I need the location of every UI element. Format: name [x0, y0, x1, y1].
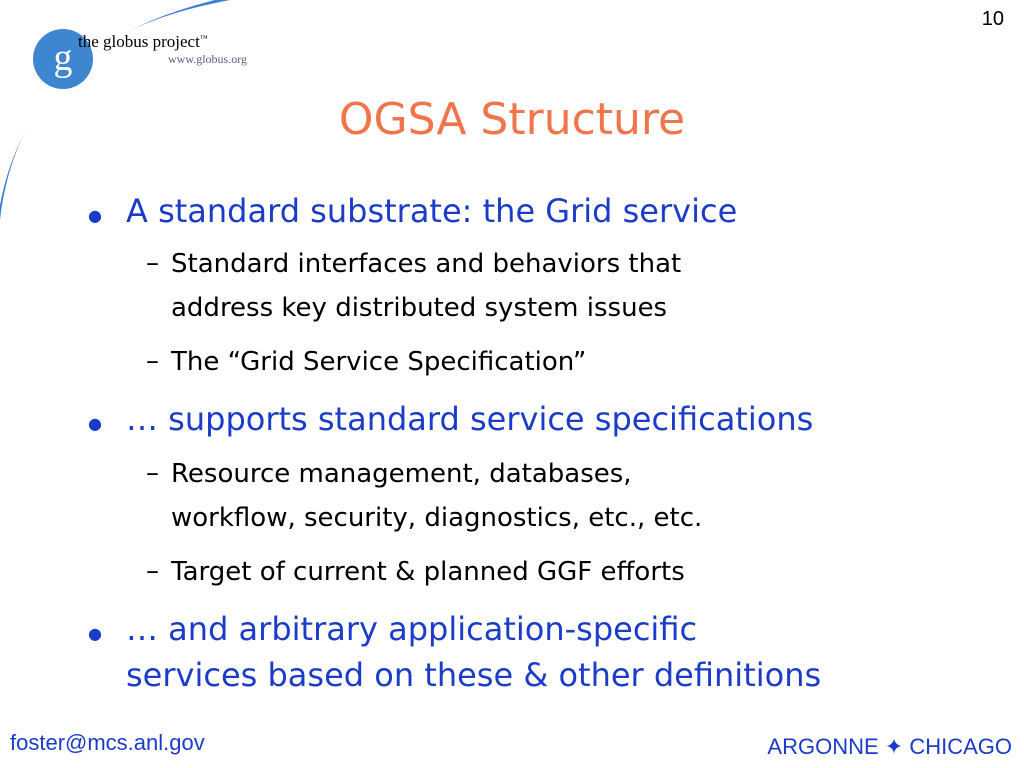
footer-email: foster@mcs.anl.gov [10, 730, 205, 755]
sub-bullet-dash: – [146, 248, 159, 278]
sub-bullet-text: address key distributed system issues [171, 293, 668, 323]
sub-bullet-dash: – [146, 458, 159, 488]
globus-logo [32, 28, 272, 98]
bullet-text: … and arbitrary application-specific [126, 610, 698, 648]
slide-title: OGSA Structure [338, 94, 686, 145]
sub-bullet-dash: – [146, 346, 159, 376]
sub-bullet-text: The “Grid Service Specification” [171, 347, 587, 377]
sub-bullet-text: Standard interfaces and behaviors that [171, 249, 682, 279]
sub-bullet-text: Resource management, databases, [171, 459, 632, 489]
logo-name-text: the globus project [78, 32, 200, 51]
svg-text:g: g [53, 37, 73, 79]
footer-affiliation: ARGONNE ✦ CHICAGO [767, 734, 1012, 759]
sub-bullet-text: workflow, security, diagnostics, etc., etc. [171, 503, 703, 533]
sub-bullet-dash: – [146, 556, 159, 586]
logo-url: www.globus.org [168, 52, 248, 66]
bullet-text: A standard substrate: the Grid service [126, 192, 738, 230]
bullet-dot: ● [88, 624, 102, 643]
logo-name [78, 32, 208, 52]
bullet-dot: ● [88, 414, 102, 433]
bullet-text: … supports standard service specifications [126, 400, 814, 438]
sub-bullet-text: Target of current & planned GGF efforts [171, 557, 685, 587]
bullet-text: services based on these & other definitions [126, 656, 822, 694]
logo-trademark: ™ [199, 33, 208, 43]
page-number: 10 [981, 8, 1004, 30]
bullet-dot: ● [88, 206, 102, 225]
